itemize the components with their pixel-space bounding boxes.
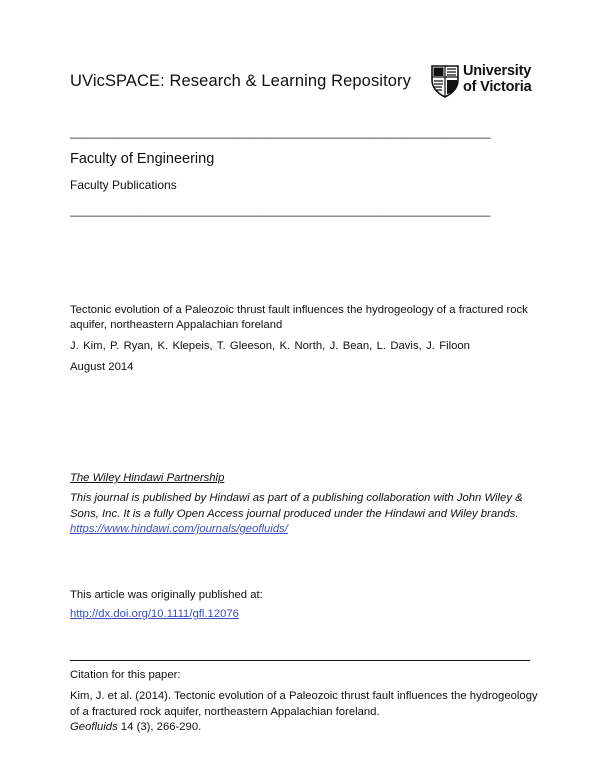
- citation-label: Citation for this paper:: [70, 669, 181, 681]
- partnership-heading: The Wiley Hindawi Partnership: [70, 472, 225, 484]
- original-publication-label: This article was originally published at:: [70, 589, 263, 601]
- partnership-text: This journal is published by Hindawi as part of a publishing collaboration with John Wiley & Sons, Inc. It is a fully Open Access journal produced under the Hindawi and Wiley brands.: [70, 492, 523, 520]
- paper-title: Tectonic evolution of a Paleozoic thrust fault influences the hydrogeology of a fractured rock aquifer, northeastern Appalachian foreland: [70, 304, 528, 331]
- divider-bottom: _______________________________________________________________: [70, 203, 491, 217]
- journal-link[interactable]: https://www.hindawi.com/journals/geofluids/: [70, 523, 288, 535]
- citation-text: [70, 689, 540, 736]
- citation-divider: [70, 660, 530, 661]
- logo-line-of-victoria: of Victoria: [463, 78, 532, 95]
- crest-icon: [430, 64, 460, 98]
- partnership-description: [70, 491, 540, 538]
- citation-volume: 14 (3), 266-290.: [120, 721, 202, 733]
- university-logo[interactable]: [430, 64, 530, 98]
- logo-text: [463, 64, 531, 95]
- logo-line-university: University: [463, 63, 532, 79]
- citation-body: Kim, J. et al. (2014). Tectonic evolution of a Paleozoic thrust fault influences the hydrogeology of a fractured rock aquifer, northeastern Appalachian foreland.: [70, 690, 538, 718]
- divider-top: _______________________________________________________________: [70, 125, 491, 139]
- paper-date: August 2014: [70, 361, 134, 373]
- doi-link[interactable]: http://dx.doi.org/10.1111/gfl.12076: [70, 608, 239, 620]
- citation-journal: Geofluids: [70, 721, 118, 733]
- faculty-section: Faculty Publications: [70, 178, 177, 192]
- faculty-name: Faculty of Engineering: [70, 151, 215, 167]
- paper-authors: J. Kim, P. Ryan, K. Klepeis, T. Gleeson, K. North, J. Bean, L. Davis, J. Filoon: [70, 340, 470, 352]
- repository-title: UVicSPACE: Research & Learning Repository: [70, 72, 411, 90]
